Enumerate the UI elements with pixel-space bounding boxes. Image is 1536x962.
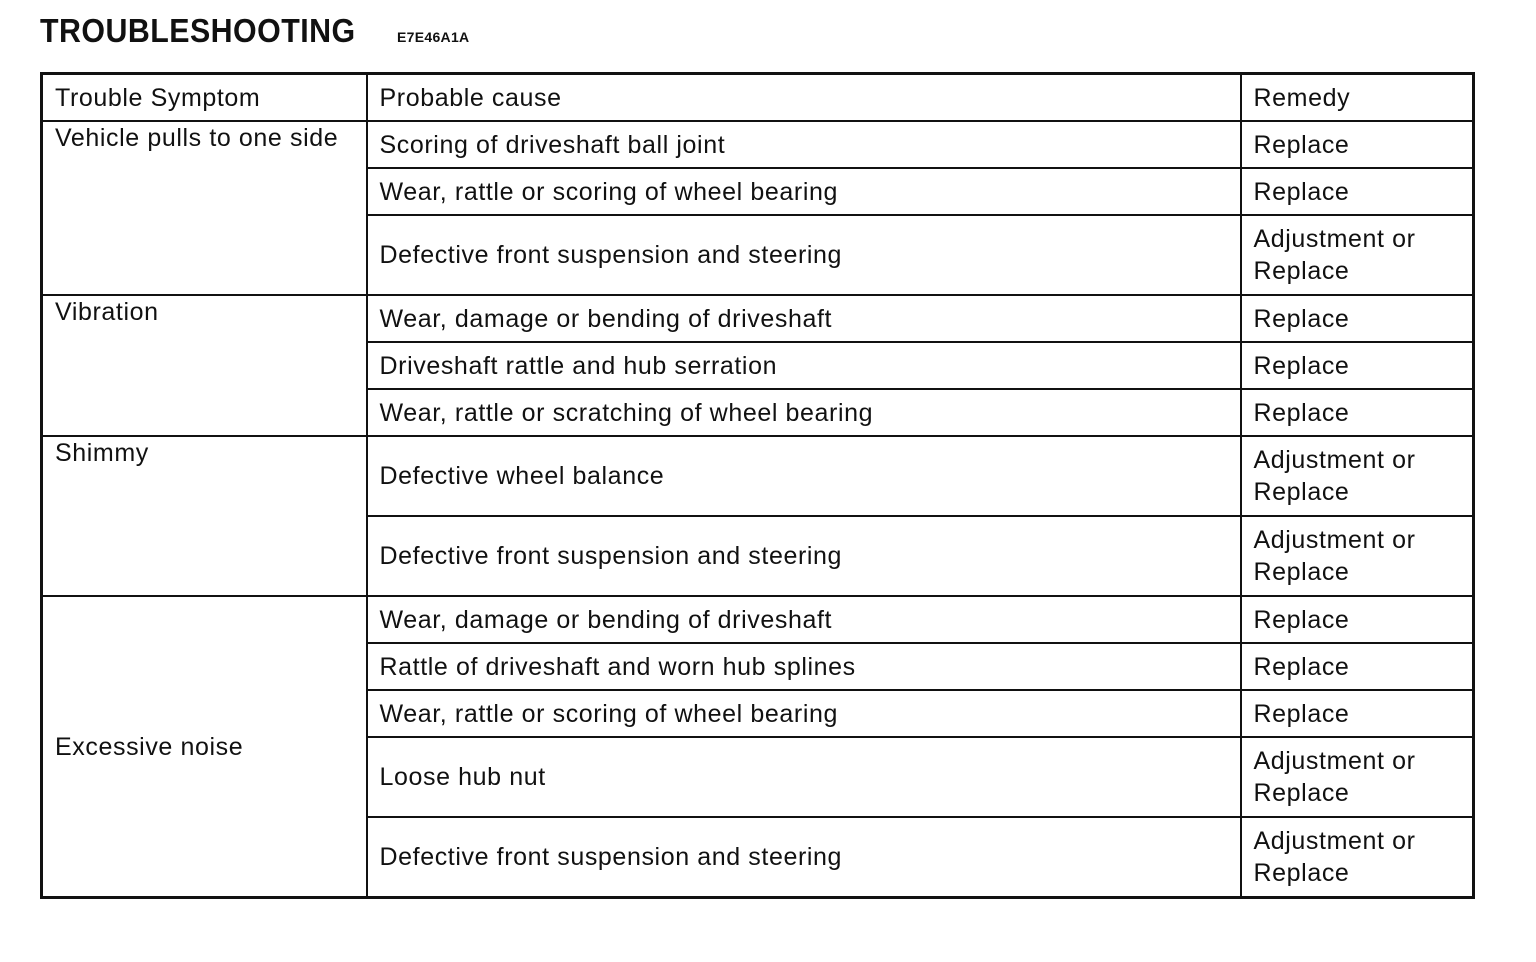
remedy-text: Replace (1253, 130, 1350, 159)
remedy-text: Adjustment or Replace (1253, 827, 1416, 887)
remedy-cell (1241, 436, 1474, 516)
remedy-text: Replace (1253, 304, 1350, 333)
remedy-cell (1241, 121, 1474, 168)
remedy-cell (1241, 737, 1474, 817)
remedy-text: Adjustment or Replace (1253, 446, 1416, 506)
header-remedy: Remedy (1241, 74, 1474, 122)
remedy-cell (1241, 596, 1474, 643)
header-probable-cause: Probable cause (367, 74, 1241, 122)
remedy-text: Replace (1253, 398, 1350, 427)
page-title: TROUBLESHOOTING (40, 12, 356, 49)
remedy-text: Replace (1253, 177, 1350, 206)
cause-cell: Rattle of driveshaft and worn hub splines (367, 643, 1241, 690)
remedy-cell (1241, 690, 1474, 737)
troubleshooting-table (40, 72, 1475, 899)
header-trouble-symptom: Trouble Symptom (42, 74, 367, 122)
table-row (42, 436, 1474, 516)
page-heading (40, 12, 469, 50)
cause-cell: Defective front suspension and steering (367, 516, 1241, 596)
symptom-cell: Excessive noise (42, 596, 367, 898)
remedy-cell (1241, 168, 1474, 215)
remedy-cell (1241, 342, 1474, 389)
remedy-text: Replace (1253, 699, 1350, 728)
symptom-cell: Vibration (42, 295, 367, 436)
cause-cell: Wear, damage or bending of driveshaft (367, 596, 1241, 643)
remedy-text: Replace (1253, 351, 1350, 380)
cause-cell: Defective front suspension and steering (367, 817, 1241, 898)
cause-cell: Wear, rattle or scoring of wheel bearing (367, 168, 1241, 215)
remedy-text: Adjustment or Replace (1253, 747, 1416, 807)
remedy-text: Adjustment or Replace (1253, 526, 1416, 586)
cause-cell: Defective wheel balance (367, 436, 1241, 516)
table-row (42, 121, 1474, 168)
table-header-row (42, 74, 1474, 122)
cause-cell: Wear, rattle or scratching of wheel bearing (367, 389, 1241, 436)
cause-cell: Scoring of driveshaft ball joint (367, 121, 1241, 168)
table-row (42, 295, 1474, 342)
cause-cell: Defective front suspension and steering (367, 215, 1241, 295)
remedy-text: Adjustment or Replace (1253, 225, 1416, 285)
remedy-cell (1241, 817, 1474, 898)
remedy-cell (1241, 389, 1474, 436)
remedy-cell (1241, 215, 1474, 295)
cause-cell: Loose hub nut (367, 737, 1241, 817)
cause-cell: Driveshaft rattle and hub serration (367, 342, 1241, 389)
remedy-cell (1241, 295, 1474, 342)
remedy-cell (1241, 516, 1474, 596)
remedy-text: Replace (1253, 652, 1350, 681)
remedy-text: Replace (1253, 605, 1350, 634)
symptom-cell: Shimmy (42, 436, 367, 596)
symptom-cell: Vehicle pulls to one side (42, 121, 367, 295)
document-code: E7E46A1A (397, 29, 470, 45)
table-row (42, 596, 1474, 643)
cause-cell: Wear, rattle or scoring of wheel bearing (367, 690, 1241, 737)
cause-cell: Wear, damage or bending of driveshaft (367, 295, 1241, 342)
remedy-cell (1241, 643, 1474, 690)
